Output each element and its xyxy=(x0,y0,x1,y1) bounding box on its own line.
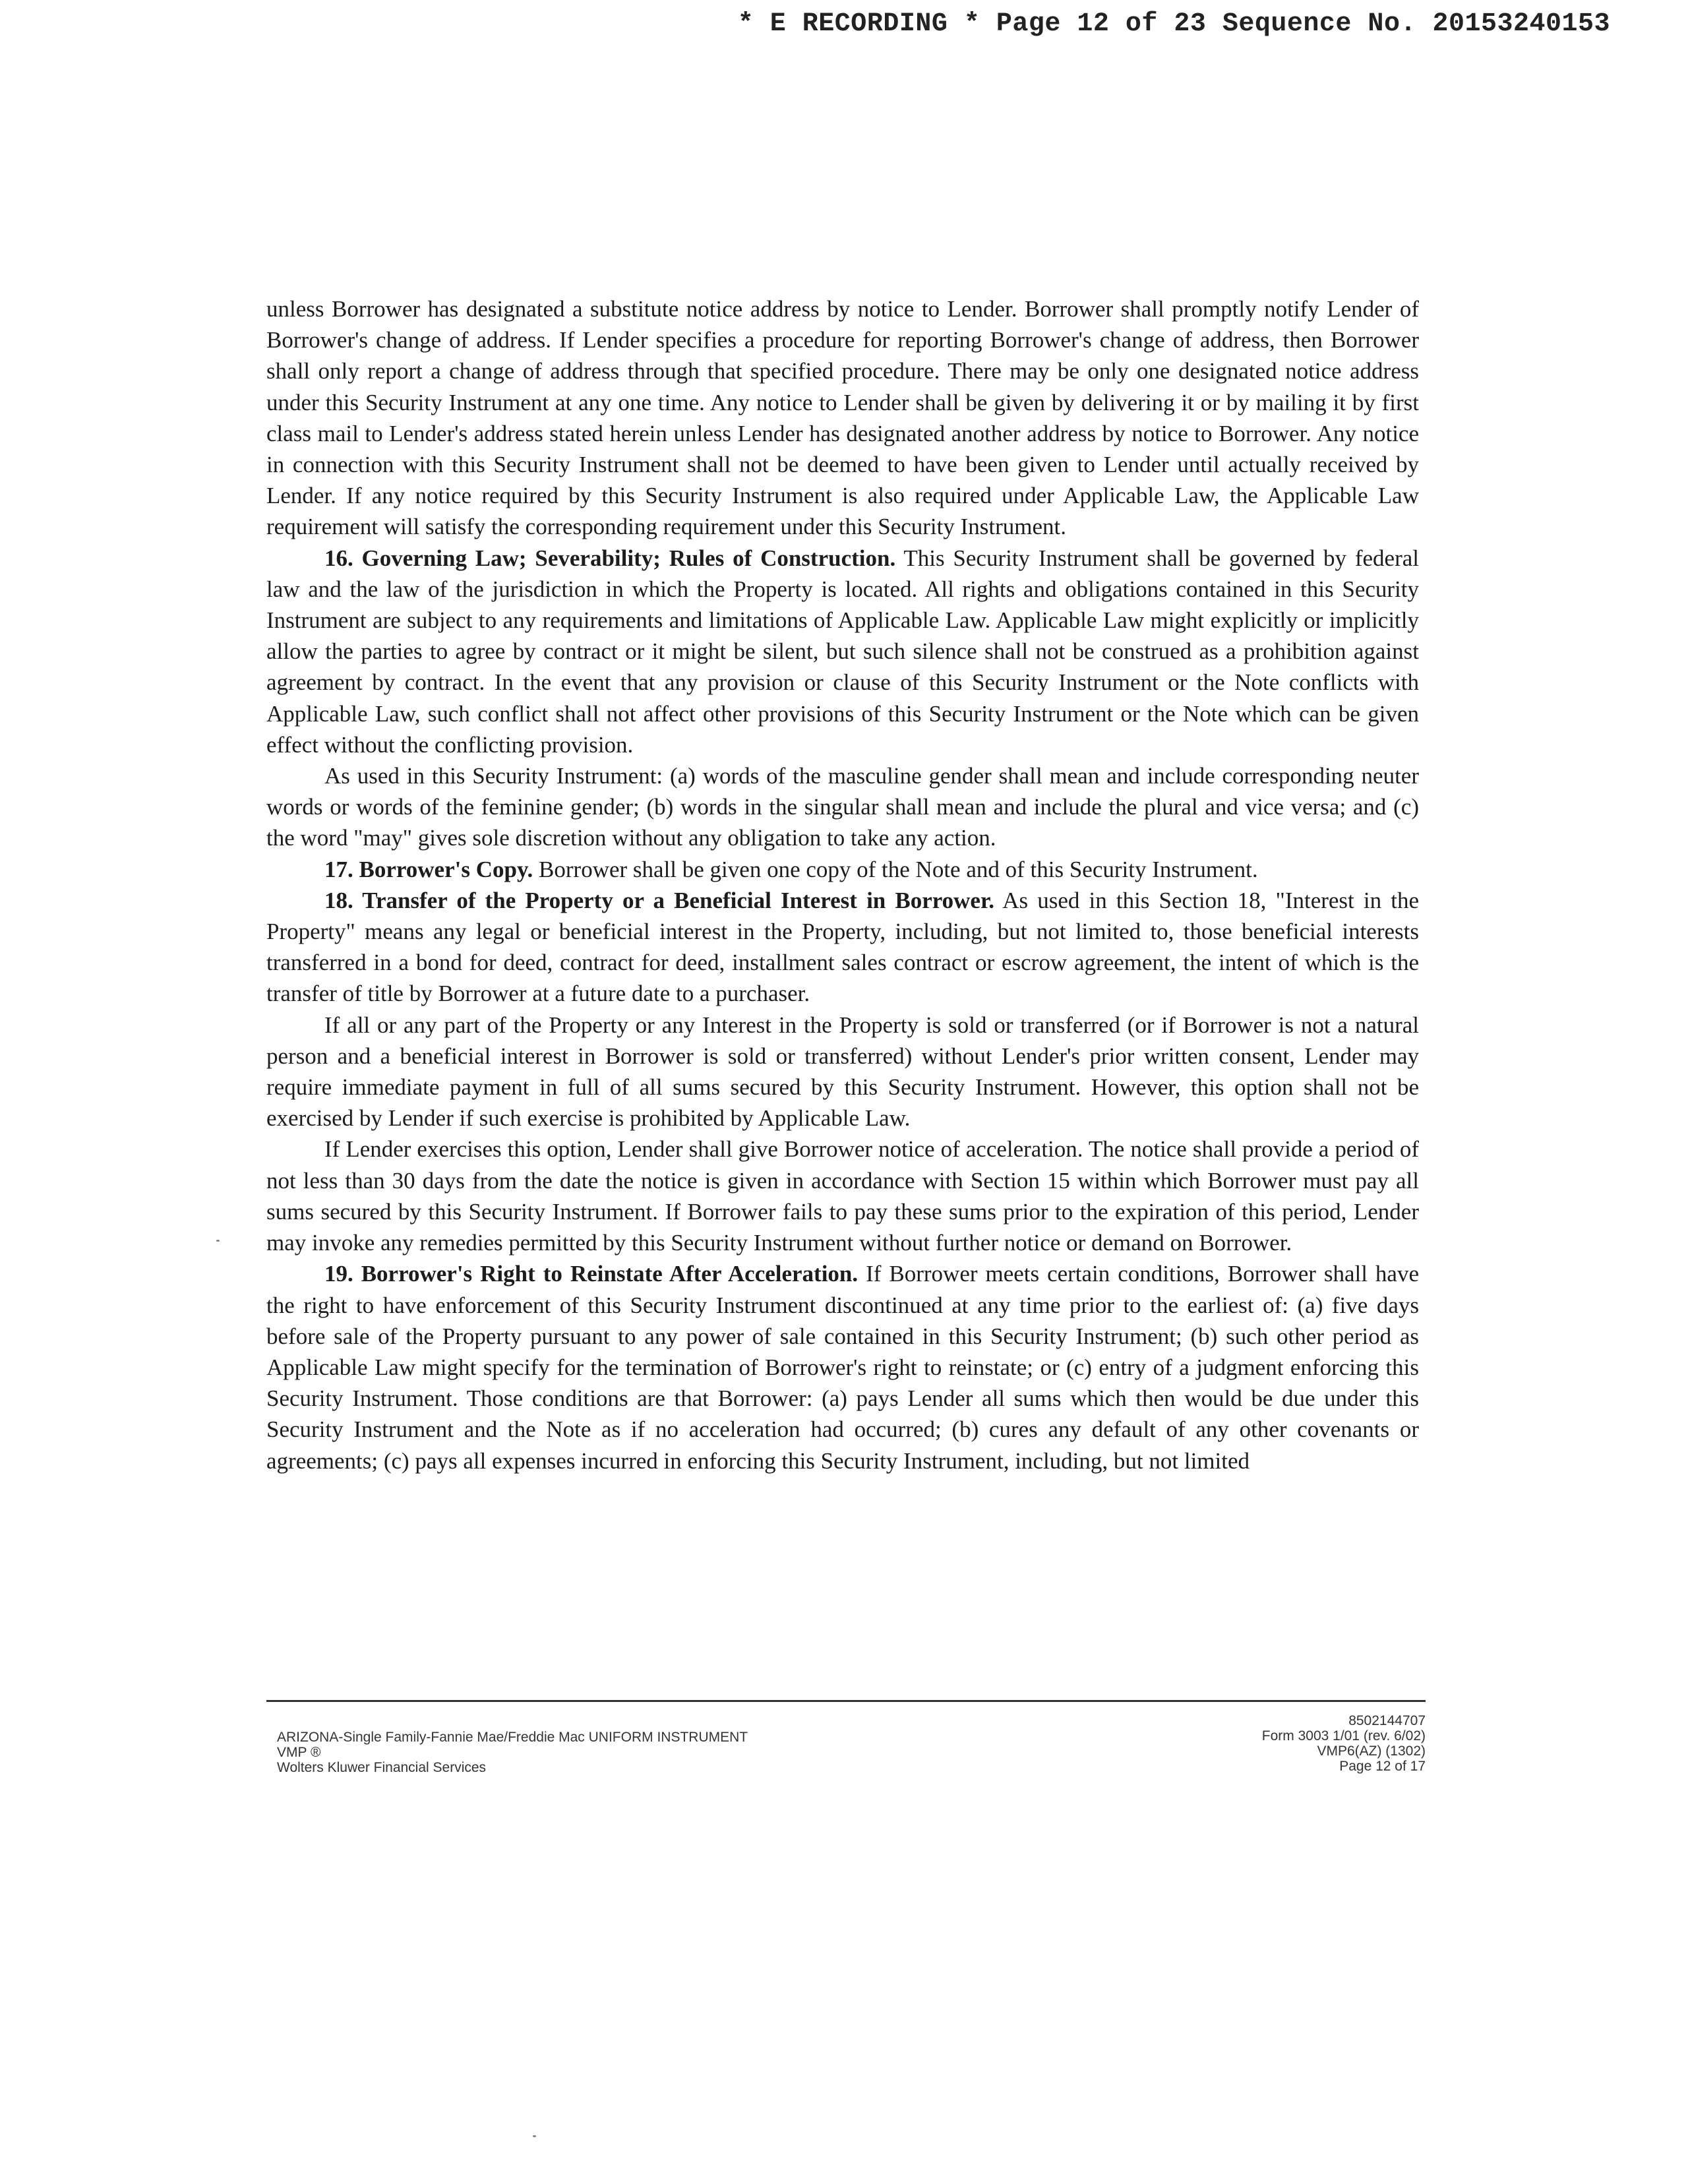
paragraph-text: As used in this Section 18, "Interest in the Property" means any legal or beneficial interest in the Property, including, but not limited to, those beneficial interests transferred in a bond for deed, contract for deed, installment sales contract or escrow agreement, the intent of which is the transfer of title by Borrower at a future date to a purchaser. xyxy=(266,887,1419,1007)
footer-divider xyxy=(266,1700,1426,1702)
scan-speck xyxy=(216,1240,220,1242)
paragraph-text: unless Borrower has designated a substitute notice address by notice to Lender. Borrower shall promptly notify Lender of Borrower's change of address. If Lender specifies a procedure for reporting Borrower's change of address, then Borrower shall only report a change of address through that specified procedure. There may be only one designated notice address under this Security Instrument at any one time. Any notice to Lender shall be given by delivering it or by mailing it by first class mail to Lender's address stated herein unless Lender has designated another address by notice to Borrower. Any notice in connection with this Security Instrument shall not be deemed to have been given to Lender until actually received by Lender. If any notice required by this Security Instrument is also required under Applicable Law, the Applicable Law requirement will satisfy the corresponding requirement under this Security Instrument. xyxy=(266,296,1419,540)
recording-header: * E RECORDING * Page 12 of 23 Sequence No. 20153240153 xyxy=(737,9,1610,39)
paragraph-notice-address xyxy=(266,293,1419,543)
paragraph-acceleration-notice xyxy=(266,1134,1419,1258)
section-heading: 19. Borrower's Right to Reinstate After Acceleration. xyxy=(324,1261,859,1287)
paragraph-text: As used in this Security Instrument: (a) words of the masculine gender shall mean and include corresponding neuter words or words of the feminine gender; (b) words in the singular shall mean and include the plural and vice versa; and (c) the word "may" gives sole discretion without any obligation to take any action. xyxy=(266,763,1419,851)
footer-vmp-mark: VMP ® xyxy=(277,1745,321,1760)
section-19-right-to-reinstate xyxy=(266,1258,1419,1476)
footer-form-title: ARIZONA-Single Family-Fannie Mae/Freddie Mac UNIFORM INSTRUMENT xyxy=(277,1730,748,1745)
section-16-governing-law xyxy=(266,543,1419,760)
paragraph-text: If Lender exercises this option, Lender shall give Borrower notice of acceleration. The notice shall provide a period of not less than 30 days from the date the notice is given in accordance with Section 15 within which Borrower must pay all sums secured by this Security Instrument. If Borrower fails to pay these sums prior to the expiration of this period, Lender may invoke any remedies permitted by this Security Instrument without further notice or demand on Borrower. xyxy=(266,1136,1419,1256)
section-17-borrowers-copy xyxy=(266,854,1419,885)
section-heading: 18. Transfer of the Property or a Beneficial Interest in Borrower. xyxy=(324,887,995,913)
footer-form-number: Form 3003 1/01 (rev. 6/02) xyxy=(1261,1728,1426,1744)
footer-form-numbers xyxy=(1262,1713,1426,1774)
section-18-transfer-of-property xyxy=(266,885,1419,1010)
document-body xyxy=(266,293,1419,1476)
paragraph-sale-or-transfer xyxy=(266,1010,1419,1134)
footer-form-info xyxy=(277,1730,748,1775)
section-heading: 17. Borrower's Copy. xyxy=(324,856,533,882)
section-heading: 16. Governing Law; Severability; Rules of Construction. xyxy=(324,545,896,571)
paragraph-text: This Security Instrument shall be governed by federal law and the law of the jurisdiction in which the Property is located. All rights and obligations contained in this Security Instrument are subject to any requirements and limitations of Applicable Law. Applicable Law might explicitly or implicitly allow the parties to agree by contract or it might be silent, but such silence shall not be construed as a prohibition against agreement by contract. In the event that any provision or clause of this Security Instrument or the Note conflicts with Applicable Law, such conflict shall not affect other provisions of this Security Instrument or the Note which can be given effect without the conflicting provision. xyxy=(266,545,1419,758)
footer-publisher: Wolters Kluwer Financial Services xyxy=(277,1760,487,1775)
footer-page-number: Page 12 of 17 xyxy=(1339,1759,1426,1774)
footer-loan-number: 8502144707 xyxy=(1348,1713,1426,1728)
paragraph-text: Borrower shall be given one copy of the Note and of this Security Instrument. xyxy=(533,856,1258,882)
paragraph-rules-of-construction xyxy=(266,760,1419,854)
paragraph-text: If Borrower meets certain conditions, Borrower shall have the right to have enforcement of this Security Instrument discontinued at any time prior to the earliest of: (a) five days before sale of the Property pursuant to any power of sale contained in this Security Instrument; (b) such other period as Applicable Law might specify for the termination of Borrower's right to reinstate; or (c) entry of a judgment enforcing this Security Instrument. Those conditions are that Borrower: (a) pays Lender all sums which then would be due under this Security Instrument and the Note as if no acceleration had occurred; (b) cures any default of any other covenants or agreements; (c) pays all expenses incurred in enforcing this Security Instrument, including, but not limited xyxy=(266,1261,1419,1474)
paragraph-text: If all or any part of the Property or any Interest in the Property is sold or transferred (or if Borrower is not a natural person and a beneficial interest in Borrower is sold or transferred) without Lender's prior written consent, Lender may require immediate payment in full of all sums secured by this Security Instrument. However, this option shall not be exercised by Lender if such exercise is prohibited by Applicable Law. xyxy=(266,1012,1419,1132)
footer-vmp-code: VMP6(AZ) (1302) xyxy=(1317,1744,1426,1759)
scan-speck xyxy=(533,2135,536,2137)
